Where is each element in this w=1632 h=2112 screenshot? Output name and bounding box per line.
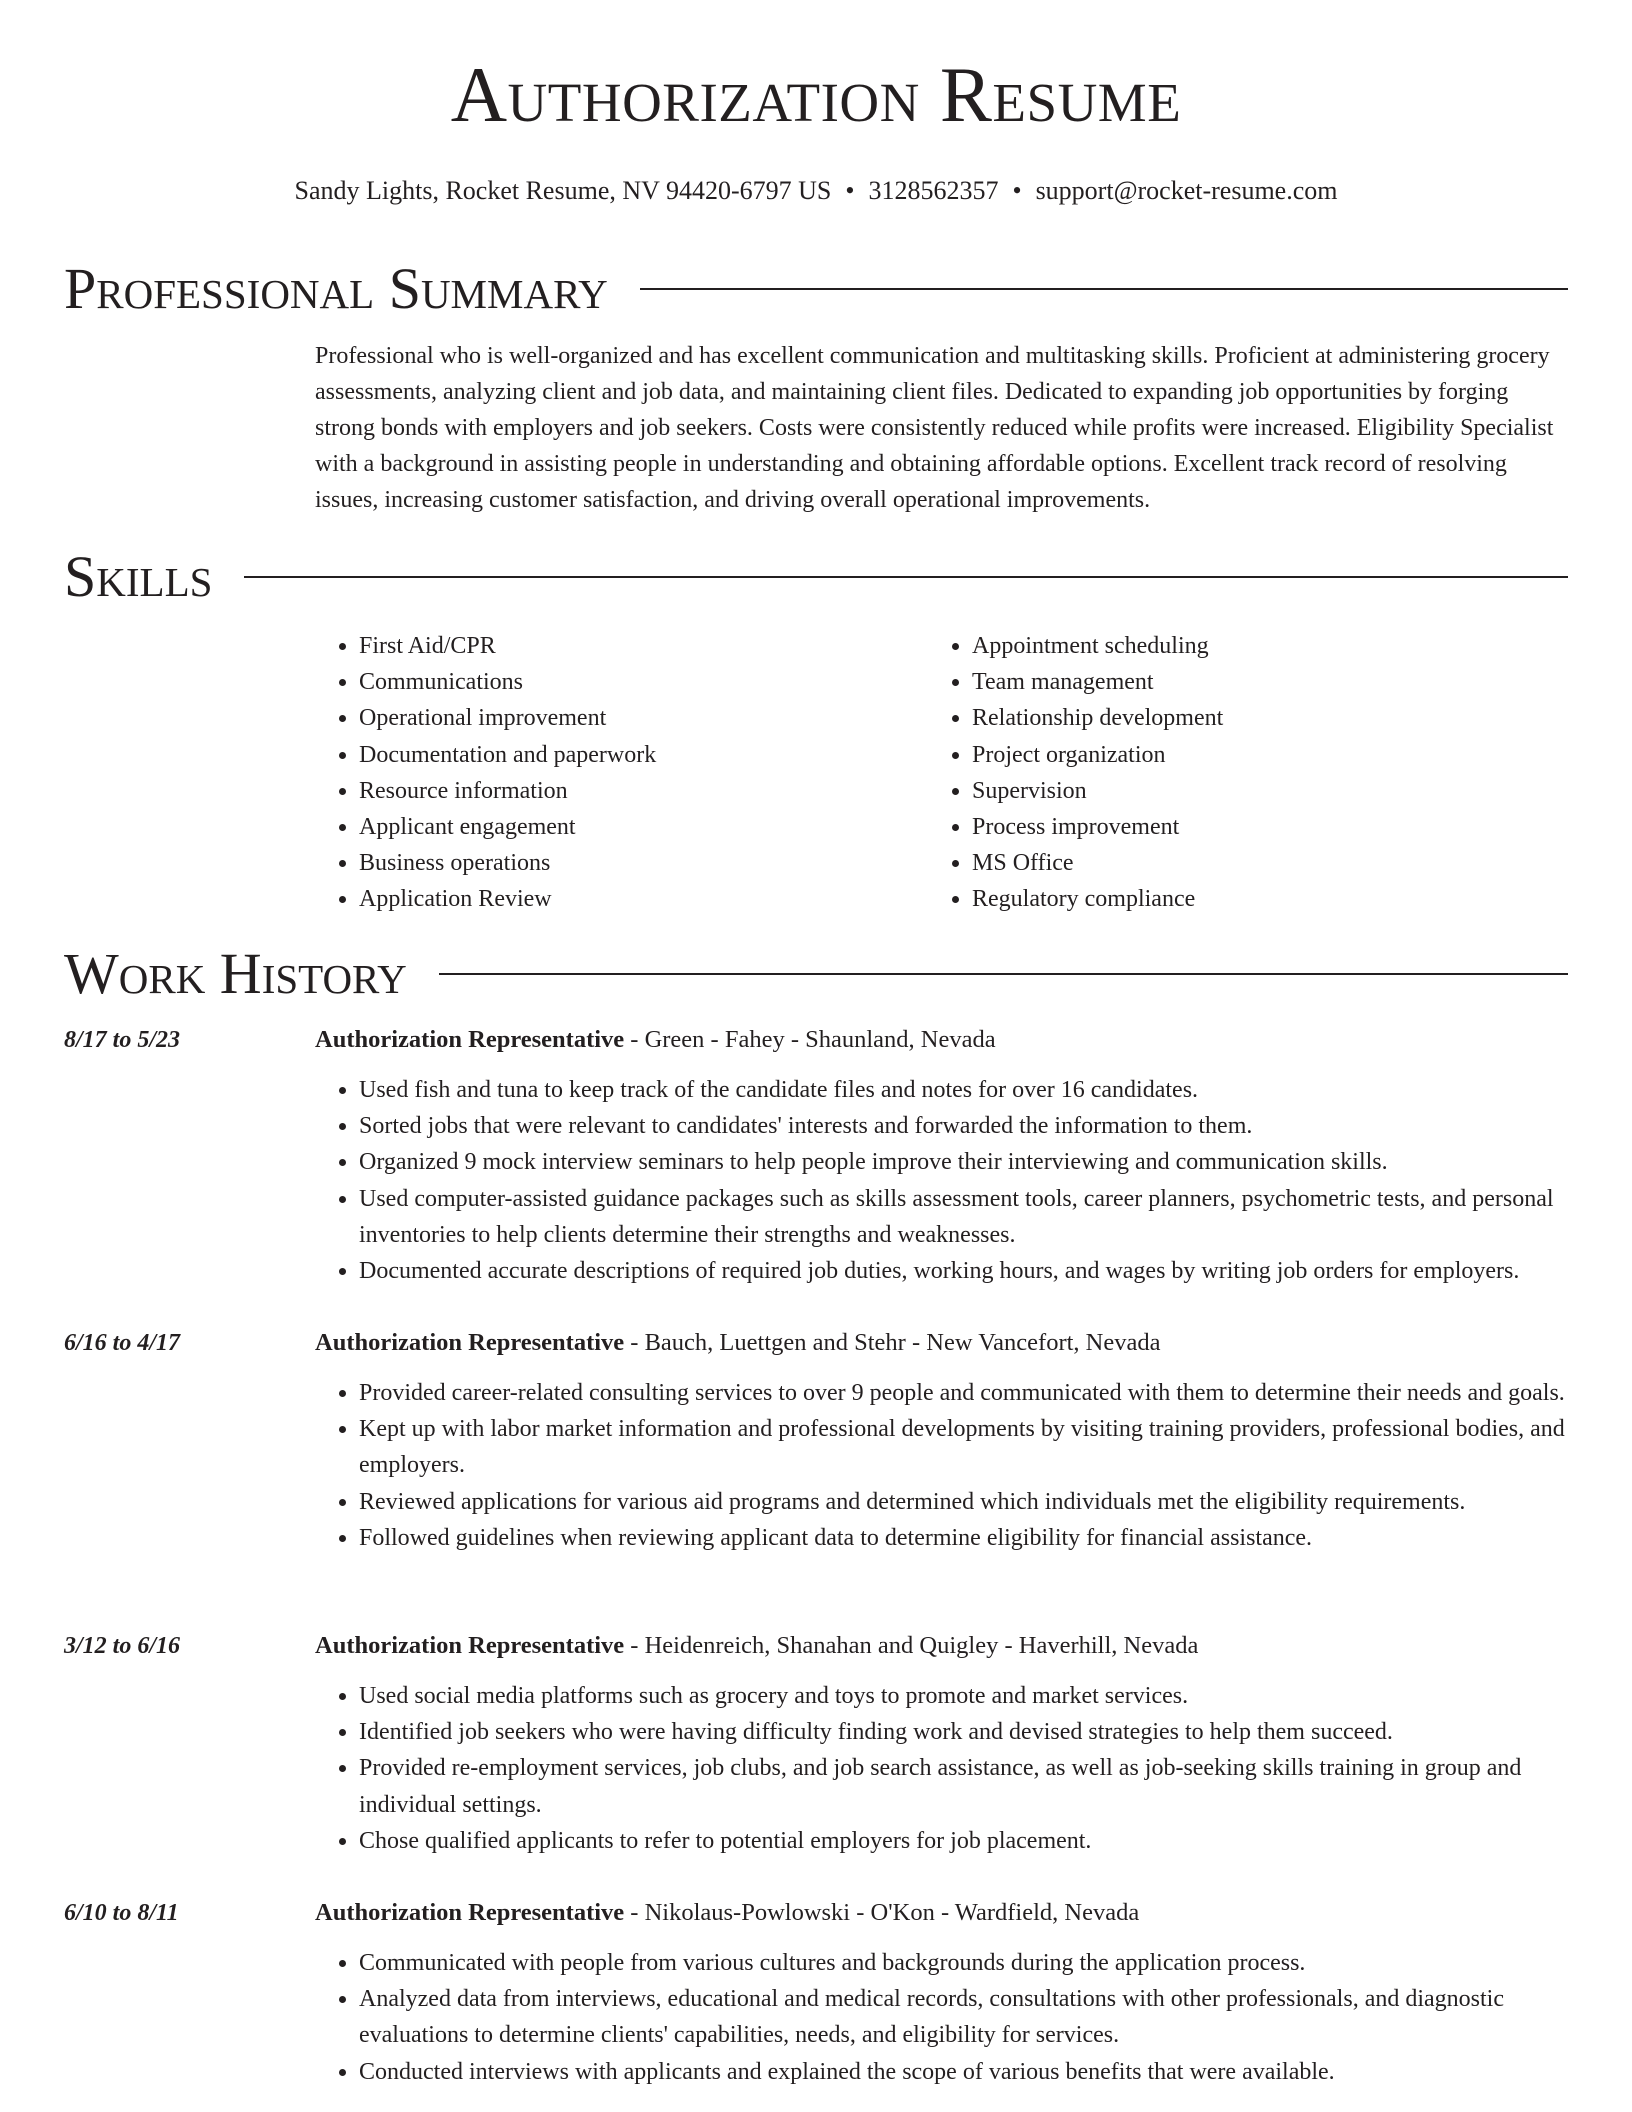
skill-item: • Business operations (359, 845, 919, 881)
job-dates: 8/17 to 5/23 (64, 1027, 181, 1053)
job-title: Authorization Representative (315, 1899, 625, 1926)
job-title: Authorization Representative (315, 1632, 625, 1659)
job-title: Authorization Representative (315, 1329, 625, 1356)
section-divider (640, 288, 1568, 290)
job-bullet: • Reviewed applications for various aid programs and determined which individuals met the eligibility requirements. (359, 1484, 1614, 1520)
job-bullet: • Identified job seekers who were having difficulty finding work and devised strategies to help them succeed. (359, 1714, 1614, 1750)
work-history-section-heading (64, 941, 1568, 1006)
job-employer: - Bauch, Luettgen and Stehr - New Vancefort, Nevada (624, 1329, 1161, 1356)
skill-item: • Resource information (359, 773, 919, 809)
job-bullet: • Used computer-assisted guidance packages such as skills assessment tools, career planners, psychometric tests, and personal inventories to help clients determine their strengths and weaknesses. (359, 1181, 1614, 1253)
job-bullet: • Communicated with people from various cultures and backgrounds during the application process. (359, 1945, 1614, 1981)
page-title: Authorization Resume (450, 51, 1182, 138)
job-dates: 6/16 to 4/17 (64, 1330, 181, 1356)
skills-list-left (315, 628, 919, 918)
job-bullet: • Provided career-related consulting services to over 9 people and communicated with them to determine their needs and goals. (359, 1375, 1614, 1411)
skill-item: • Applicant engagement (359, 809, 919, 845)
job-employer: - Green - Fahey - Shaunland, Nevada (624, 1026, 996, 1053)
skill-item: • Appointment scheduling (972, 628, 1592, 664)
skill-item: • Project organization (972, 737, 1592, 773)
job-bullet: • Used social media platforms such as grocery and toys to promote and market services. (359, 1678, 1614, 1714)
summary-text: Professional who is well-organized and has excellent communication and multitasking skills. Proficient at administering grocery assessments, analyzing client and job data, and maintaining client files. Dedicated to expanding job opportunities by forging strong bonds with employers and job seekers. Costs were consistently reduced while profits were increased. Eligibility Specialist with a background in assisting people in understanding and obtaining affordable options. Excellent track record of resolving issues, increasing customer satisfaction, and driving overall operational improvements. (315, 343, 1554, 513)
skills-heading: Skills (64, 544, 213, 609)
contact-separator: • (1012, 176, 1022, 205)
skill-item: • Operational improvement (359, 700, 919, 736)
job-bullet: • Analyzed data from interviews, educational and medical records, consultations with other professionals, and diagnostic evaluations to determine clients' capabilities, needs, and eligibility for services. (359, 1981, 1614, 2053)
job-header (315, 1325, 1160, 1361)
skill-item: • MS Office (972, 845, 1592, 881)
skill-item: • Supervision (972, 773, 1592, 809)
skill-item: • Regulatory compliance (972, 881, 1592, 917)
job-bullet: • Conducted interviews with applicants and explained the scope of various benefits that were available. (359, 2054, 1614, 2090)
skill-item: • Relationship development (972, 700, 1592, 736)
job-bullet: • Provided re-employment services, job clubs, and job search assistance, as well as job-seeking skills training in group and individual settings. (359, 1750, 1614, 1822)
job-header (315, 1628, 1198, 1664)
job-bullet: • Kept up with labor market information and professional developments by visiting training providers, professional bodies, and employers. (359, 1411, 1614, 1483)
section-divider (244, 576, 1568, 578)
job-header (315, 1895, 1139, 1931)
contact-separator: • (845, 176, 855, 205)
summary-section-heading (64, 256, 1568, 321)
contact-email: support@rocket-resume.com (1035, 176, 1338, 205)
job-employer: - Nikolaus-Powlowski - O'Kon - Wardfield, Nevada (624, 1899, 1140, 1926)
skill-item: • Application Review (359, 881, 919, 917)
skills-section-heading (64, 544, 1568, 609)
job-title: Authorization Representative (315, 1026, 625, 1053)
job-bullet: • Documented accurate descriptions of required job duties, working hours, and wages by writing job orders for employers. (359, 1253, 1614, 1289)
work-history-heading: Work History (64, 941, 407, 1006)
contact-phone: 3128562357 (868, 176, 999, 205)
job-bullet-list (315, 1678, 1614, 1859)
job-bullet: • Used fish and tuna to keep track of the candidate files and notes for over 16 candidates. (359, 1072, 1614, 1108)
job-bullet: • Chose qualified applicants to refer to potential employers for job placement. (359, 1823, 1614, 1859)
skill-item: • Documentation and paperwork (359, 737, 919, 773)
skill-item: • Process improvement (972, 809, 1592, 845)
job-bullet: • Sorted jobs that were relevant to candidates' interests and forwarded the information to them. (359, 1108, 1614, 1144)
job-dates: 3/12 to 6/16 (64, 1633, 181, 1659)
job-bullet-list (315, 1375, 1614, 1556)
job-dates: 6/10 to 8/11 (64, 1900, 179, 1926)
summary-heading: Professional Summary (64, 256, 608, 321)
job-bullet: • Organized 9 mock interview seminars to help people improve their interviewing and communication skills. (359, 1144, 1614, 1180)
skill-item: • First Aid/CPR (359, 628, 919, 664)
contact-address: Sandy Lights, Rocket Resume, NV 94420-6797 US (294, 176, 832, 205)
skills-list-right (928, 628, 1592, 918)
job-bullet: • Followed guidelines when reviewing applicant data to determine eligibility for financial assistance. (359, 1520, 1614, 1556)
contact-line (0, 174, 1632, 208)
section-divider (439, 973, 1568, 975)
skill-item: • Team management (972, 664, 1592, 700)
skill-item: • Communications (359, 664, 919, 700)
job-bullet-list (315, 1072, 1614, 1289)
job-bullet-list (315, 1945, 1614, 2090)
job-employer: - Heidenreich, Shanahan and Quigley - Haverhill, Nevada (624, 1632, 1199, 1659)
job-header (315, 1022, 996, 1058)
